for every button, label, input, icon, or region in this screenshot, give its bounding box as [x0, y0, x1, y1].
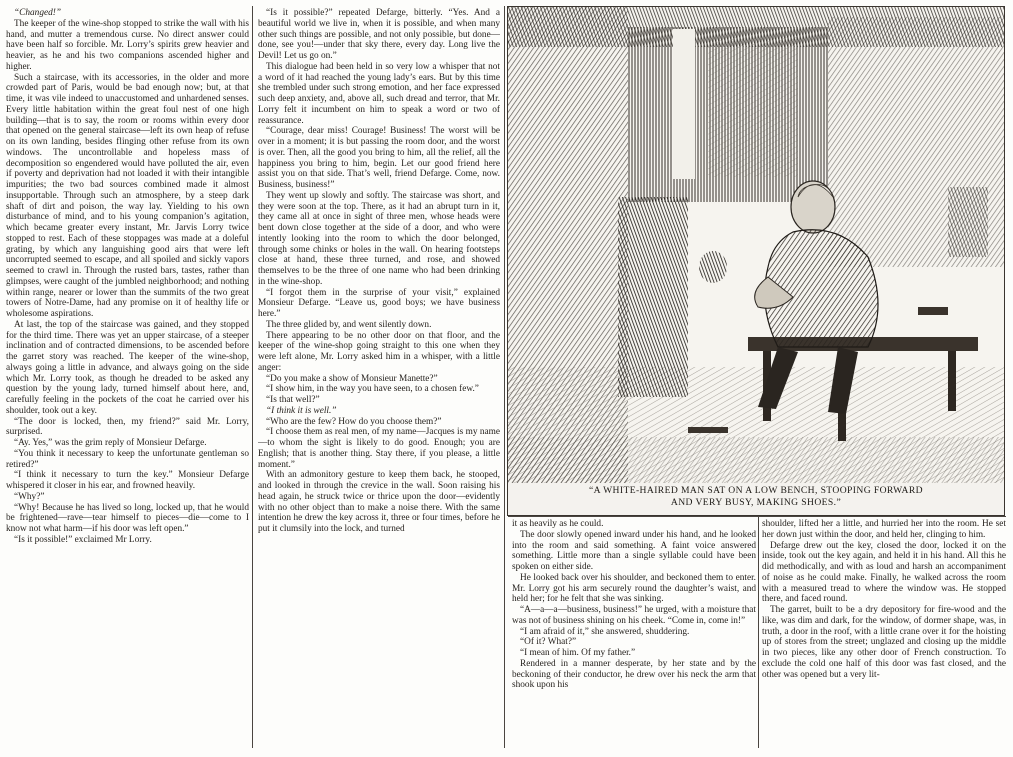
paragraph: The three glided by, and went silently down. [266, 319, 432, 330]
column-divider [504, 6, 505, 748]
paragraph: “Who are the few? How do you choose them?” [266, 416, 442, 427]
paragraph: “Changed!” [14, 8, 62, 18]
paragraph: it as heavily as he could. [512, 519, 604, 529]
paragraph: He looked back over his shoulder, and beckoned them to enter. Mr. Lorry got his arm securely round the daughter’s waist, and held her; for he felt that she was sinking. [512, 572, 756, 605]
paragraph: “The door is locked, then, my friend?” said Mr. Lorry, surprised. [6, 416, 249, 438]
paragraph: With an admonitory gesture to keep them back, he stooped, and looked in through the crevice in the wall. Soon raising his head again, he struck twice or thrice upon the door—evidently with no other object than to make a noise there. With the same intention he drew the key across it, three or four times, before he put it clumsily into the lock, and turned [258, 470, 500, 534]
paragraph: “Of it? What?” [520, 637, 577, 648]
paragraph: “Why?” [14, 491, 45, 502]
text-column-3 [512, 519, 756, 749]
paragraph: At last, the top of the staircase was gained, and they stopped for the third time. There was yet an upper staircase, of a steeper inclination and of contracted dimensions, to be ascended before the garret story was reached. The keeper of the wine-shop, always going a little in advance, and always going on the side which Mr. Lorry took, as though he dreaded to be asked any question by the young lady, turned himself about here, and, carefully feeling in the pockets of the coat he carried over his shoulder, took out a key. [6, 319, 249, 416]
paragraph: “Is it possible?” repeated Defarge, bitterly. “Yes. And a beautiful world we live in, when it is possible, and when many other such things are possible, and not only possible, but done—done, see you!—under that sky there, every day. Long live the Devil! Let us go on.” [258, 8, 500, 61]
illustration-caption [508, 485, 1004, 509]
paragraph: The keeper of the wine-shop stopped to strike the wall with his hand, and mutter a tremendous curse. No direct answer could have been half so forcible. Mr. Lorry’s spirits grew heavier and heavier, as he and his two companions ascended higher and higher. [6, 18, 249, 72]
paragraph: “I choose them as real men, of my name—Jacques is my name—to whom the sight is likely to do good. Enough; you are English; that is another thing. Stay there, if you please, a little moment.” [258, 427, 500, 470]
paragraph: “I forgot them in the surprise of your visit,” explained Monsieur Defarge. “Leave us, good boys; we have business here.” [258, 287, 500, 319]
paragraph: shoulder, lifted her a little, and hurried her into the room. He set her down just within the door, and held her, clinging to him. [762, 519, 1006, 540]
section-divider [508, 516, 1006, 517]
caption-line-2: AND VERY BUSY, MAKING SHOES.” [670, 497, 842, 508]
text-column-1 [6, 8, 249, 748]
paragraph: This dialogue had been held in so very low a whisper that not a word of it had reached the young lady’s ears. But by this time she trembled under such strong emotion, and her face expressed such deep anxiety, and, above all, such dread and terror, that Mr. Lorry felt it incumbent on him to speak a word or two of reassurance. [258, 61, 500, 126]
paragraph: “Is it possible!” exclaimed Mr Lorry. [14, 534, 152, 545]
text-column-4 [762, 519, 1006, 749]
paragraph: “Is that well?” [266, 395, 320, 405]
paragraph: “I think it necessary to turn the key.” Monsieur Defarge whispered it closer in his ear, and frowned heavily. [6, 470, 249, 491]
paragraph: “Ay. Yes,” was the grim reply of Monsieur Defarge. [14, 438, 207, 448]
paragraph: “I am afraid of it,” she answered, shuddering. [520, 626, 690, 637]
caption-line-1: “A WHITE-HAIRED MAN SAT ON A LOW BENCH, STOOPING FORWARD [588, 485, 924, 496]
paragraph: Rendered in a manner desperate, by her state and by the beckoning of their conductor, he drew over his neck the arm that shook upon his [512, 658, 756, 691]
paragraph: The door slowly opened inward under his hand, and he looked into the room and said something. A faint voice answered something. Little more than a single syllable could have been spoken on either side. [512, 529, 756, 572]
paragraph: They went up slowly and softly. The staircase was short, and they were soon at the top. There, as it had an abrupt turn in it, they came all at once in sight of three men, whose heads were bent down close together at the side of a door, and who were intently looking into the room to which the door belonged, through some chinks or holes in the wall. On hearing footsteps close at hand, these three turned, and rose, and showed themselves to be the three of one name who had been drinking in the wine-shop. [258, 190, 500, 287]
text-column-2 [258, 8, 500, 748]
column-divider [252, 6, 253, 748]
paragraph: Such a staircase, with its accessories, in the older and more crowded part of Paris, would be bad enough now; but, at that time, it was vile indeed to unaccustomed and unhardened senses. Every little habitation within the great foul nest of one high building—that is to say, the room or rooms within every door that opened on the general staircase—left its own heap of refuse on its own landing, besides flinging other refuse from its own windows. The uncontrollable and hopeless mass of decomposition so engendered would have polluted the air, even if poverty and deprivation had not loaded it with their intangible impurities; the two bad sources combined made it almost insupportable. Through such an atmosphere, by a steep dark shaft of dirt and poison, the way lay. Yielding to his own disturbance of mind, and to his young companion’s agitation, which became greater every instant, Mr. Jarvis Lorry twice stopped to rest. Each of these stoppages was made at a doleful grating, by which any languishing good airs that were left uncorrupted seemed to escape, and all spoiled and sickly vapors seemed to crawl in. Through the rusted bars, tastes, rather than glimpses, were caught of the jumbled neighborhood; and nothing within range, nearer or lower than the summits of the two great towers of Notre-Dame, had any promise on it of healthy life or wholesome aspirations. [6, 72, 249, 319]
illustration-frame [507, 6, 1005, 516]
engraving-shoemaker-illustration [508, 7, 1004, 483]
paragraph: The garret, built to be a dry depository for fire-wood and the like, was dim and dark, for the window, of dormer shape, was, in truth, a door in the roof, with a little crane over it for the hoisting up of stores from the street; unglazed and closing up the middle in two pieces, like any other door of French construction. To exclude the cold one half of this door was fast closed, and the other was opened but a very lit- [762, 605, 1006, 680]
paragraph: “You think it necessary to keep the unfortunate gentleman so retired?” [6, 448, 249, 470]
column-divider [758, 516, 759, 748]
paragraph: “I show him, in the way you have seen, to a chosen few.” [266, 384, 479, 395]
paragraph: “Do you make a show of Monsieur Manette?” [266, 373, 438, 384]
paragraph: “I think it is well.” [266, 405, 337, 416]
paragraph: Defarge drew out the key, closed the door, locked it on the inside, took out the key again, and held it in his hand. All this he did methodically, and with as loud and harsh an accompaniment of noise as he could make. Finally, he walked across the room with a measured tread to where the window was. He stopped there, and faced round. [762, 540, 1006, 605]
paragraph: “Why! Because he has lived so long, locked up, that he would be frightened—rave—tear himself to pieces—die—come to I know not what harm—if his door was left open.” [6, 502, 249, 534]
paragraph: There appearing to be no other door on that floor, and the keeper of the wine-shop going straight to this one when they were left alone, Mr. Lorry asked him in a whisper, with a little anger: [258, 330, 500, 373]
paragraph: “I mean of him. Of my father.” [520, 648, 636, 658]
paragraph: “Courage, dear miss! Courage! Business! The worst will be over in a moment; it is but passing the room door, and the worst is over. Then, all the good you bring to him, all the relief, all the happiness you bring to him, begin. Let our good friend here assist you on that side. That’s well, friend Defarge. Come, now. Business, business!” [258, 126, 500, 190]
paragraph: “A—a—a—business, business!” he urged, with a moisture that was not of business shining on his cheek. “Come in, come in!” [512, 605, 756, 626]
